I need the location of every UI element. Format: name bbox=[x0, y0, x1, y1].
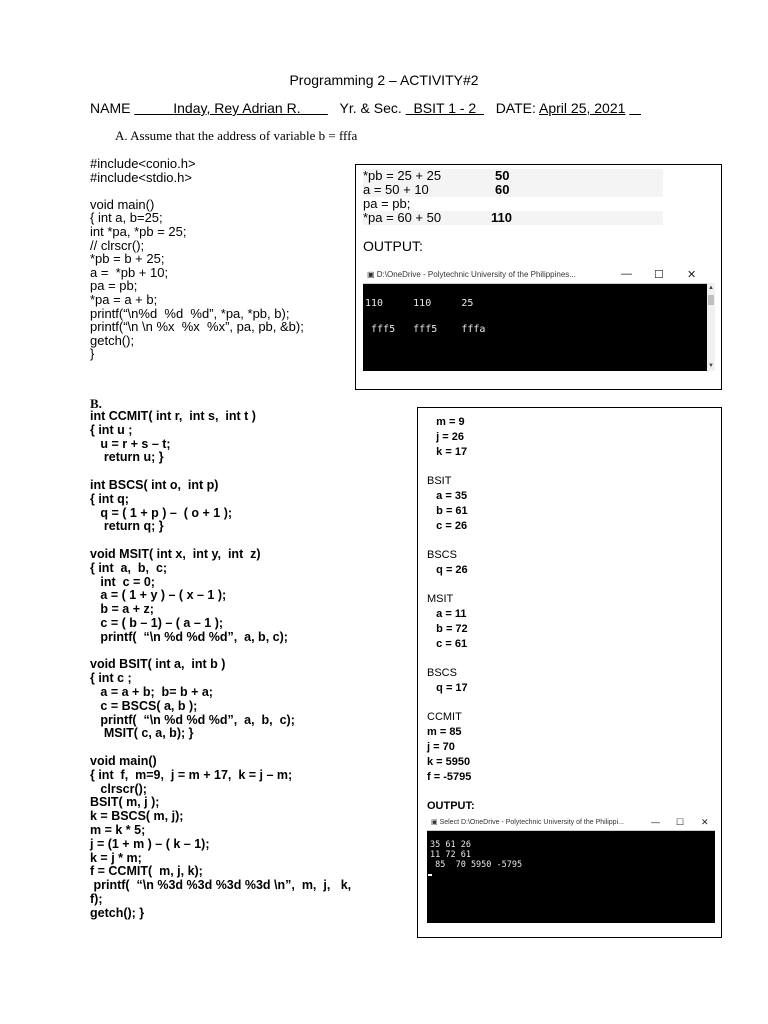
calc-value: 60 bbox=[495, 182, 510, 197]
result-line: BSCS bbox=[427, 549, 457, 561]
code-line: #include<conio.h> bbox=[90, 156, 196, 171]
code-line: j = (1 + m ) – ( k – 1); bbox=[90, 836, 210, 851]
code-line: { int c ; bbox=[90, 671, 132, 686]
terminal-line: 85 70 5950 -5795 bbox=[430, 860, 523, 870]
result-line: c = 61 bbox=[427, 638, 468, 650]
terminal-title-bar[interactable] bbox=[427, 816, 715, 831]
part-b-terminal-window[interactable] bbox=[427, 816, 715, 923]
part-a-calculation bbox=[363, 169, 663, 229]
code-line: printf(“\n%d %d %d”, *pa, *pb, b); bbox=[90, 305, 290, 321]
result-spacer bbox=[427, 460, 475, 474]
terminal-title: ▣ D:\OneDrive - Polytechnic University of the Philippines... bbox=[367, 270, 576, 279]
result-line: m = 85 bbox=[427, 726, 462, 738]
code-line: printf( “\n %d %d %d”, a, b, c); bbox=[90, 629, 288, 644]
code-line: void main() bbox=[90, 196, 155, 212]
code-line bbox=[90, 741, 351, 755]
code-line: { int a, b, c; bbox=[90, 560, 168, 575]
code-line: *pb = b + 25; bbox=[90, 251, 165, 267]
name-value: Inday, Rey Adrian R. bbox=[173, 100, 301, 116]
result-line: b = 61 bbox=[427, 505, 468, 517]
result-line: k = 17 bbox=[427, 446, 468, 458]
result-spacer bbox=[427, 785, 475, 799]
part-b-results bbox=[427, 415, 475, 814]
code-line: BSIT( m, j ); bbox=[90, 795, 160, 810]
result-line: j = 70 bbox=[427, 741, 455, 753]
code-line: void MSIT( int x, int y, int z) bbox=[90, 546, 261, 561]
code-line: printf( “\n %3d %3d %3d %3d \n”, m, j, k, bbox=[90, 878, 352, 893]
code-line: return u; } bbox=[90, 450, 164, 465]
maximize-icon[interactable]: ☐ bbox=[676, 817, 685, 827]
header-line bbox=[90, 100, 641, 116]
code-line: { int q; bbox=[90, 491, 129, 506]
terminal-title: ▣ Select D:\OneDrive - Polytechnic University of the Philippi... bbox=[431, 819, 624, 826]
part-a-code bbox=[90, 157, 304, 361]
code-line: a = *pb + 10; bbox=[90, 264, 169, 280]
code-line: void main() bbox=[90, 753, 157, 768]
calc-expression: pa = pb; bbox=[363, 196, 411, 211]
maximize-icon[interactable]: ☐ bbox=[654, 269, 664, 281]
code-line: a = ( 1 + y ) – ( x – 1 ); bbox=[90, 588, 227, 603]
code-line: return q; } bbox=[90, 519, 164, 534]
date-value: April 25, 2021 bbox=[539, 100, 626, 116]
code-line: a = a + b; b= b + a; bbox=[90, 684, 213, 699]
part-b-code bbox=[90, 410, 351, 920]
date-label: DATE: bbox=[495, 100, 536, 116]
result-spacer bbox=[427, 534, 475, 548]
part-a-terminal-window[interactable] bbox=[363, 267, 715, 371]
code-line: void BSIT( int a, int b ) bbox=[90, 657, 226, 672]
code-line: b = a + z; bbox=[90, 602, 154, 617]
result-line: OUTPUT: bbox=[427, 800, 475, 812]
result-line: MSIT bbox=[427, 593, 454, 605]
code-line: *pa = a + b; bbox=[90, 291, 158, 307]
result-line: c = 26 bbox=[427, 520, 468, 532]
code-line: #include<stdio.h> bbox=[90, 169, 192, 185]
calc-value: 110 bbox=[491, 210, 512, 225]
result-line: CCMIT bbox=[427, 711, 462, 723]
code-line: int *pa, *pb = 25; bbox=[90, 223, 187, 239]
calc-expression: a = 50 + 10 bbox=[363, 182, 429, 197]
code-line: m = k * 5; bbox=[90, 822, 146, 837]
part-a-answer-box bbox=[355, 164, 722, 390]
part-b-answer-box bbox=[417, 407, 722, 938]
part-a-heading: A. Assume that the address of variable b = fffa bbox=[115, 128, 358, 143]
close-icon[interactable]: ✕ bbox=[701, 817, 709, 827]
result-spacer bbox=[427, 696, 475, 710]
result-line: j = 26 bbox=[427, 431, 464, 443]
code-line: f = CCMIT( m, j, k); bbox=[90, 864, 203, 879]
scroll-up-icon[interactable]: ▲ bbox=[708, 285, 714, 291]
code-line: c = BSCS( a, b ); bbox=[90, 698, 198, 713]
part-a-output-label: OUTPUT: bbox=[363, 238, 423, 254]
result-spacer bbox=[427, 578, 475, 592]
terminal-output bbox=[365, 297, 485, 336]
code-line bbox=[90, 184, 304, 198]
code-line: k = BSCS( m, j); bbox=[90, 809, 184, 824]
calc-expression: *pa = 60 + 50 bbox=[363, 210, 442, 225]
code-line bbox=[90, 465, 351, 479]
code-line: clrscr(); bbox=[90, 781, 147, 796]
terminal-line: 11 72 61 bbox=[430, 850, 471, 860]
code-line: } bbox=[90, 346, 95, 362]
result-line: q = 26 bbox=[427, 564, 468, 576]
code-line: printf( “\n %d %d %d”, a, b, c); bbox=[90, 712, 295, 727]
code-line: u = r + s – t; bbox=[90, 436, 171, 451]
result-spacer bbox=[427, 652, 475, 666]
code-line bbox=[90, 534, 351, 548]
code-line: { int u ; bbox=[90, 422, 133, 437]
code-line: // clrscr(); bbox=[90, 237, 145, 253]
calc-row bbox=[363, 197, 663, 211]
terminal-line: fff5 fff5 fffa bbox=[365, 324, 486, 335]
result-line: a = 11 bbox=[427, 608, 467, 620]
terminal-title-bar[interactable] bbox=[363, 267, 715, 284]
code-line: { int a, b=25; bbox=[90, 210, 163, 226]
terminal-scrollbar[interactable] bbox=[707, 283, 715, 371]
calc-row bbox=[363, 183, 663, 197]
code-line: q = ( 1 + p ) – ( o + 1 ); bbox=[90, 505, 233, 520]
minimize-icon[interactable]: — bbox=[621, 268, 632, 280]
code-line: pa = pb; bbox=[90, 278, 138, 294]
result-line: q = 17 bbox=[427, 682, 468, 694]
terminal-line: 35 61 26 bbox=[430, 840, 471, 850]
result-line: f = -5795 bbox=[427, 771, 472, 783]
code-line: getch(); bbox=[90, 332, 135, 348]
section-value: BSIT 1 - 2 bbox=[413, 100, 477, 116]
code-line: MSIT( c, a, b); } bbox=[90, 726, 194, 741]
close-icon[interactable]: ✕ bbox=[687, 269, 697, 281]
result-line: m = 9 bbox=[427, 416, 465, 428]
calc-row bbox=[363, 211, 663, 225]
calc-value: 50 bbox=[495, 168, 510, 183]
calc-expression: *pb = 25 + 25 bbox=[363, 168, 442, 183]
code-line: int BSCS( int o, int p) bbox=[90, 477, 219, 492]
code-line: c = ( b – 1) – ( a – 1 ); bbox=[90, 615, 224, 630]
code-line: f); bbox=[90, 891, 103, 906]
result-line: a = 35 bbox=[427, 490, 468, 502]
terminal-output bbox=[430, 840, 522, 870]
result-line: k = 5950 bbox=[427, 756, 471, 768]
part-b-heading: B. bbox=[90, 396, 102, 411]
code-line: printf(“\n \n %x %x %x”, pa, pb, &b); bbox=[90, 319, 304, 335]
name-label: NAME bbox=[90, 100, 131, 116]
terminal-line bbox=[365, 310, 485, 323]
code-line: int c = 0; bbox=[90, 574, 155, 589]
code-line bbox=[90, 645, 351, 659]
result-line: BSCS bbox=[427, 667, 457, 679]
calc-row bbox=[363, 169, 663, 183]
scroll-thumb[interactable] bbox=[708, 295, 714, 305]
code-line: getch(); } bbox=[90, 905, 145, 920]
code-line: { int f, m=9, j = m + 17, k = j – m; bbox=[90, 767, 293, 782]
code-line: k = j * m; bbox=[90, 850, 142, 865]
result-line: b = 72 bbox=[427, 623, 468, 635]
minimize-icon[interactable]: — bbox=[651, 817, 660, 827]
terminal-cursor bbox=[428, 874, 432, 876]
code-line: int CCMIT( int r, int s, int t ) bbox=[90, 409, 256, 423]
scroll-down-icon[interactable]: ▼ bbox=[708, 363, 714, 369]
terminal-line: 110 110 25 bbox=[365, 298, 474, 309]
result-line: BSIT bbox=[427, 475, 452, 487]
page-title: Programming 2 – ACTIVITY#2 bbox=[289, 72, 479, 88]
section-label: Yr. & Sec. bbox=[339, 100, 402, 116]
